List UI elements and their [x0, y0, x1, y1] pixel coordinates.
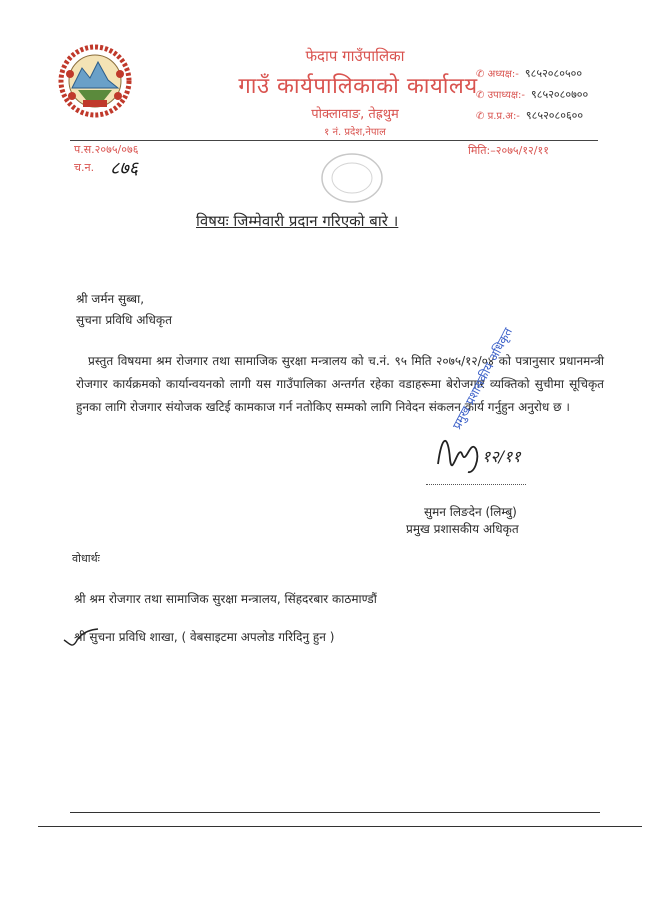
phone-label: ✆ प्र.प्र.अ:- — [476, 111, 520, 122]
signatory-name: सुमन लिङदेन (लिम्बु) — [424, 505, 517, 519]
phone-item — [476, 85, 588, 106]
office-location: पोक्लावाङ, तेह्रथुम — [311, 107, 399, 122]
phone-number: ९८५२०८०७०० — [531, 88, 589, 101]
letter-body: प्रस्तुत विषयमा श्रम रोजगार तथा सामाजिक सुरक्षा मन्त्रालय को च.नं. ९५ मिति २०७५/१२/०४ को पत्रानुसार प्रधानमन्त्री रोजगार कार्यक्रमको कार्यान्वयनको लागी यस गाउँपालिका अन्तर्गत रहेका वडाहरूमा बेरोजगार व्यक्तिको सुचीमा सूचिकृत हुनका लागि रोजगार संयोजक खटिई कामकाज गर्न नतोकिए सम्मको लागि निवेदन संकलन कार्य गर्नुहुन अनुरोध छ । — [76, 354, 604, 414]
signature-line — [426, 484, 526, 485]
signatory-title: प्रमुख प्रशासकीय अधिकृत — [406, 522, 519, 536]
letter-subject: विषयः जिम्मेवारी प्रदान गरिएको बारे । — [196, 212, 399, 230]
cc-item: श्री सुचना प्रविधि शाखा, ( वेबसाइटमा अपलोड गरिदिनु हुन ) — [74, 630, 335, 644]
header-divider — [70, 140, 598, 141]
addressee-name: श्री जर्मन सुब्बा, — [76, 292, 145, 306]
letter-date: मिति:–२०७५/१२/११ — [468, 144, 549, 157]
phone-number: ९८५२०८०५०० — [524, 67, 583, 80]
letter-cn-value: ८७६ — [110, 158, 139, 179]
cc-label: वोधार्थः — [72, 552, 100, 565]
phone-list — [476, 64, 588, 127]
nepal-emblem-icon — [58, 44, 132, 118]
office-title: गाउँ कार्यपालिकाको कार्यालय — [238, 74, 478, 99]
letter-cn-label: च.न. — [74, 161, 95, 174]
footer-line — [70, 812, 600, 813]
phone-item — [476, 64, 588, 85]
addressee-title: सुचना प्रविधि अधिकृत — [76, 313, 172, 327]
phone-label: ✆ अध्यक्ष:- — [476, 69, 519, 80]
official-stamp: प्रमुख प्रशासकीय अधिकृत — [449, 325, 516, 432]
phone-label: ✆ उपाध्यक्ष:- — [476, 90, 526, 101]
municipality-name: फेदाप गाउँपालिका — [305, 47, 405, 65]
letter-ps-number: प.स.२०७५/०७६ — [74, 143, 139, 156]
cc-item: श्री श्रम रोजगार तथा सामाजिक सुरक्षा मन्त्रालय, सिंहदरबार काठमाण्डौं — [74, 592, 377, 606]
footer-line — [38, 826, 642, 827]
signature-date: १२/११ — [482, 447, 521, 466]
phone-number: ९८५२०८०६०० — [525, 109, 584, 122]
office-province: १ नं. प्रदेश,नेपाल — [324, 127, 386, 138]
faded-seal-icon — [318, 150, 386, 206]
phone-item — [476, 106, 588, 127]
